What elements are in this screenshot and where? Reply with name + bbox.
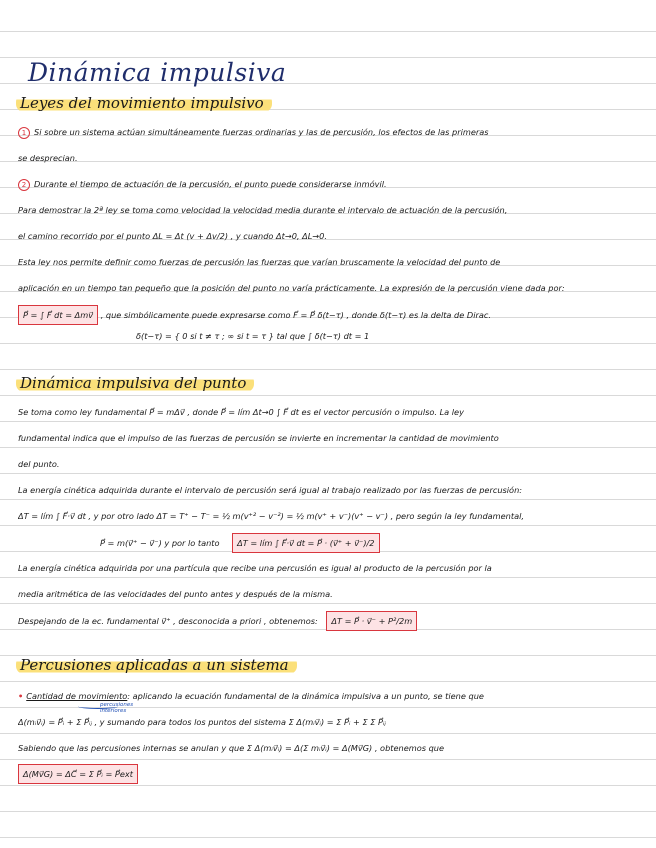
underlined-term: Cantidad de movimiento xyxy=(26,691,128,701)
number-two-icon: 2 xyxy=(18,179,30,191)
text-line: Se toma como ley fundamental P⃗ = mΔv⃗ , donde P⃗ = lím Δt→0 ∫ F⃗ dt es el vector percusión o impulso. La ley xyxy=(18,407,464,417)
text-line xyxy=(100,533,640,553)
text-line xyxy=(18,126,642,139)
text-span: , que simbólicamente puede expresarse como F⃗ = P⃗ δ(t−τ) , donde δ(t−τ) es la delta de Dirac. xyxy=(100,310,491,320)
section-heading-system: Percusiones aplicadas a un sistema xyxy=(16,656,297,674)
page-title: Dinámica impulsiva xyxy=(28,58,287,87)
text-line: Δ(mᵢv⃗ᵢ) = P⃗ᵢ + Σ P⃗ᵢⱼ , y sumando para todos los puntos del sistema Σ Δ(mᵢv⃗ᵢ) = Σ P⃗ᵢ + Σ Σ P⃗ᵢⱼ xyxy=(18,717,386,727)
text-line-dirac: δ(t−τ) = { 0 si t ≠ τ ; ∞ si t = τ } tal que ∫ δ(t−τ) dt = 1 xyxy=(136,331,370,341)
text-line: aplicación en un tiempo tan pequeño que la posición del punto no varía prácticamente. La expresión de la percusión viene dada por: xyxy=(18,283,565,293)
formula-box-kinetic-energy: ΔT = lím ∫ F⃗·v⃗ dt = P⃗ · (v⃗⁺ + v⃗⁻)/2 xyxy=(232,533,379,553)
text-line xyxy=(18,690,642,702)
formula-box-momentum: Δ(Mv⃗G) = ΔC⃗ = Σ P⃗ᵢ = P⃗ext xyxy=(18,764,138,784)
text-line: fundamental indica que el impulso de las fuerzas de percusión se invierte en incrementar la cantidad de movimiento xyxy=(18,433,499,443)
formula-box-energy-result: ΔT = P⃗ · v⃗⁻ + P²/2m xyxy=(326,611,417,631)
text-line xyxy=(18,305,642,325)
text-line: La energía cinética adquirida por una partícula que recibe una percusión es igual al producto de la percusión por la xyxy=(18,563,492,573)
text-line: ΔT = lím ∫ F⃗·v⃗ dt , y por otro lado ΔT = T⁺ − T⁻ = ½ m(v⁺² − v⁻²) = ½ m(v⁺ + v⁻)(v⁺ − v⁻) , pero según la ley fundamental, xyxy=(18,511,524,521)
text-span: Despejando de la ec. fundamental v⃗⁺ , desconocida a priori , obtenemos: xyxy=(18,616,318,626)
formula-box-percussion: P⃗ = ∫ F⃗ dt = Δmv⃗ xyxy=(18,305,98,325)
text-line: el camino recorrido por el punto ΔL = Δt (v + Δv/2) , y cuando Δt→0, ΔL→0. xyxy=(18,231,327,241)
text-span: Si sobre un sistema actúan simultáneamente fuerzas ordinarias y las de percusión, los efectos de las primeras xyxy=(34,127,489,137)
text-span: P⃗ = m(v⃗⁺ − v⃗⁻) y por lo tanto xyxy=(100,538,220,548)
text-line: media aritmética de las velocidades del punto antes y después de la misma. xyxy=(18,589,333,599)
text-line: se desprecian. xyxy=(18,153,78,163)
number-one-icon: 1 xyxy=(18,127,30,139)
swoosh-underline xyxy=(78,704,118,709)
text-span: : aplicando la ecuación fundamental de la dinámica impulsiva a un punto, se tiene que xyxy=(127,691,484,701)
text-line xyxy=(18,611,642,631)
text-line: Para demostrar la 2ª ley se toma como velocidad la velocidad media durante el intervalo de actuación de la percusión, xyxy=(18,205,508,215)
bullet-icon: • xyxy=(18,691,24,701)
annotation-note: percusiones interiores xyxy=(100,702,134,714)
text-span: Durante el tiempo de actuación de la percusión, el punto puede considerarse inmóvil. xyxy=(34,179,387,189)
section-heading-point: Dinámica impulsiva del punto xyxy=(16,374,254,392)
text-line: La energía cinética adquirida durante el intervalo de percusión será igual al trabajo realizado por las fuerzas de percusión: xyxy=(18,485,523,495)
text-line: Esta ley nos permite definir como fuerzas de percusión las fuerzas que varían bruscamente la velocidad del punto de xyxy=(18,257,501,267)
section-heading-laws: Leyes del movimiento impulsivo xyxy=(16,94,272,112)
text-line: del punto. xyxy=(18,459,60,469)
text-line xyxy=(18,178,642,191)
text-line: Sabiendo que las percusiones internas se anulan y que Σ Δ(mᵢv⃗ᵢ) = Δ(Σ mᵢv⃗ᵢ) = Δ(Mv⃗G) , obtenemos que xyxy=(18,743,445,753)
text-line xyxy=(18,764,642,784)
